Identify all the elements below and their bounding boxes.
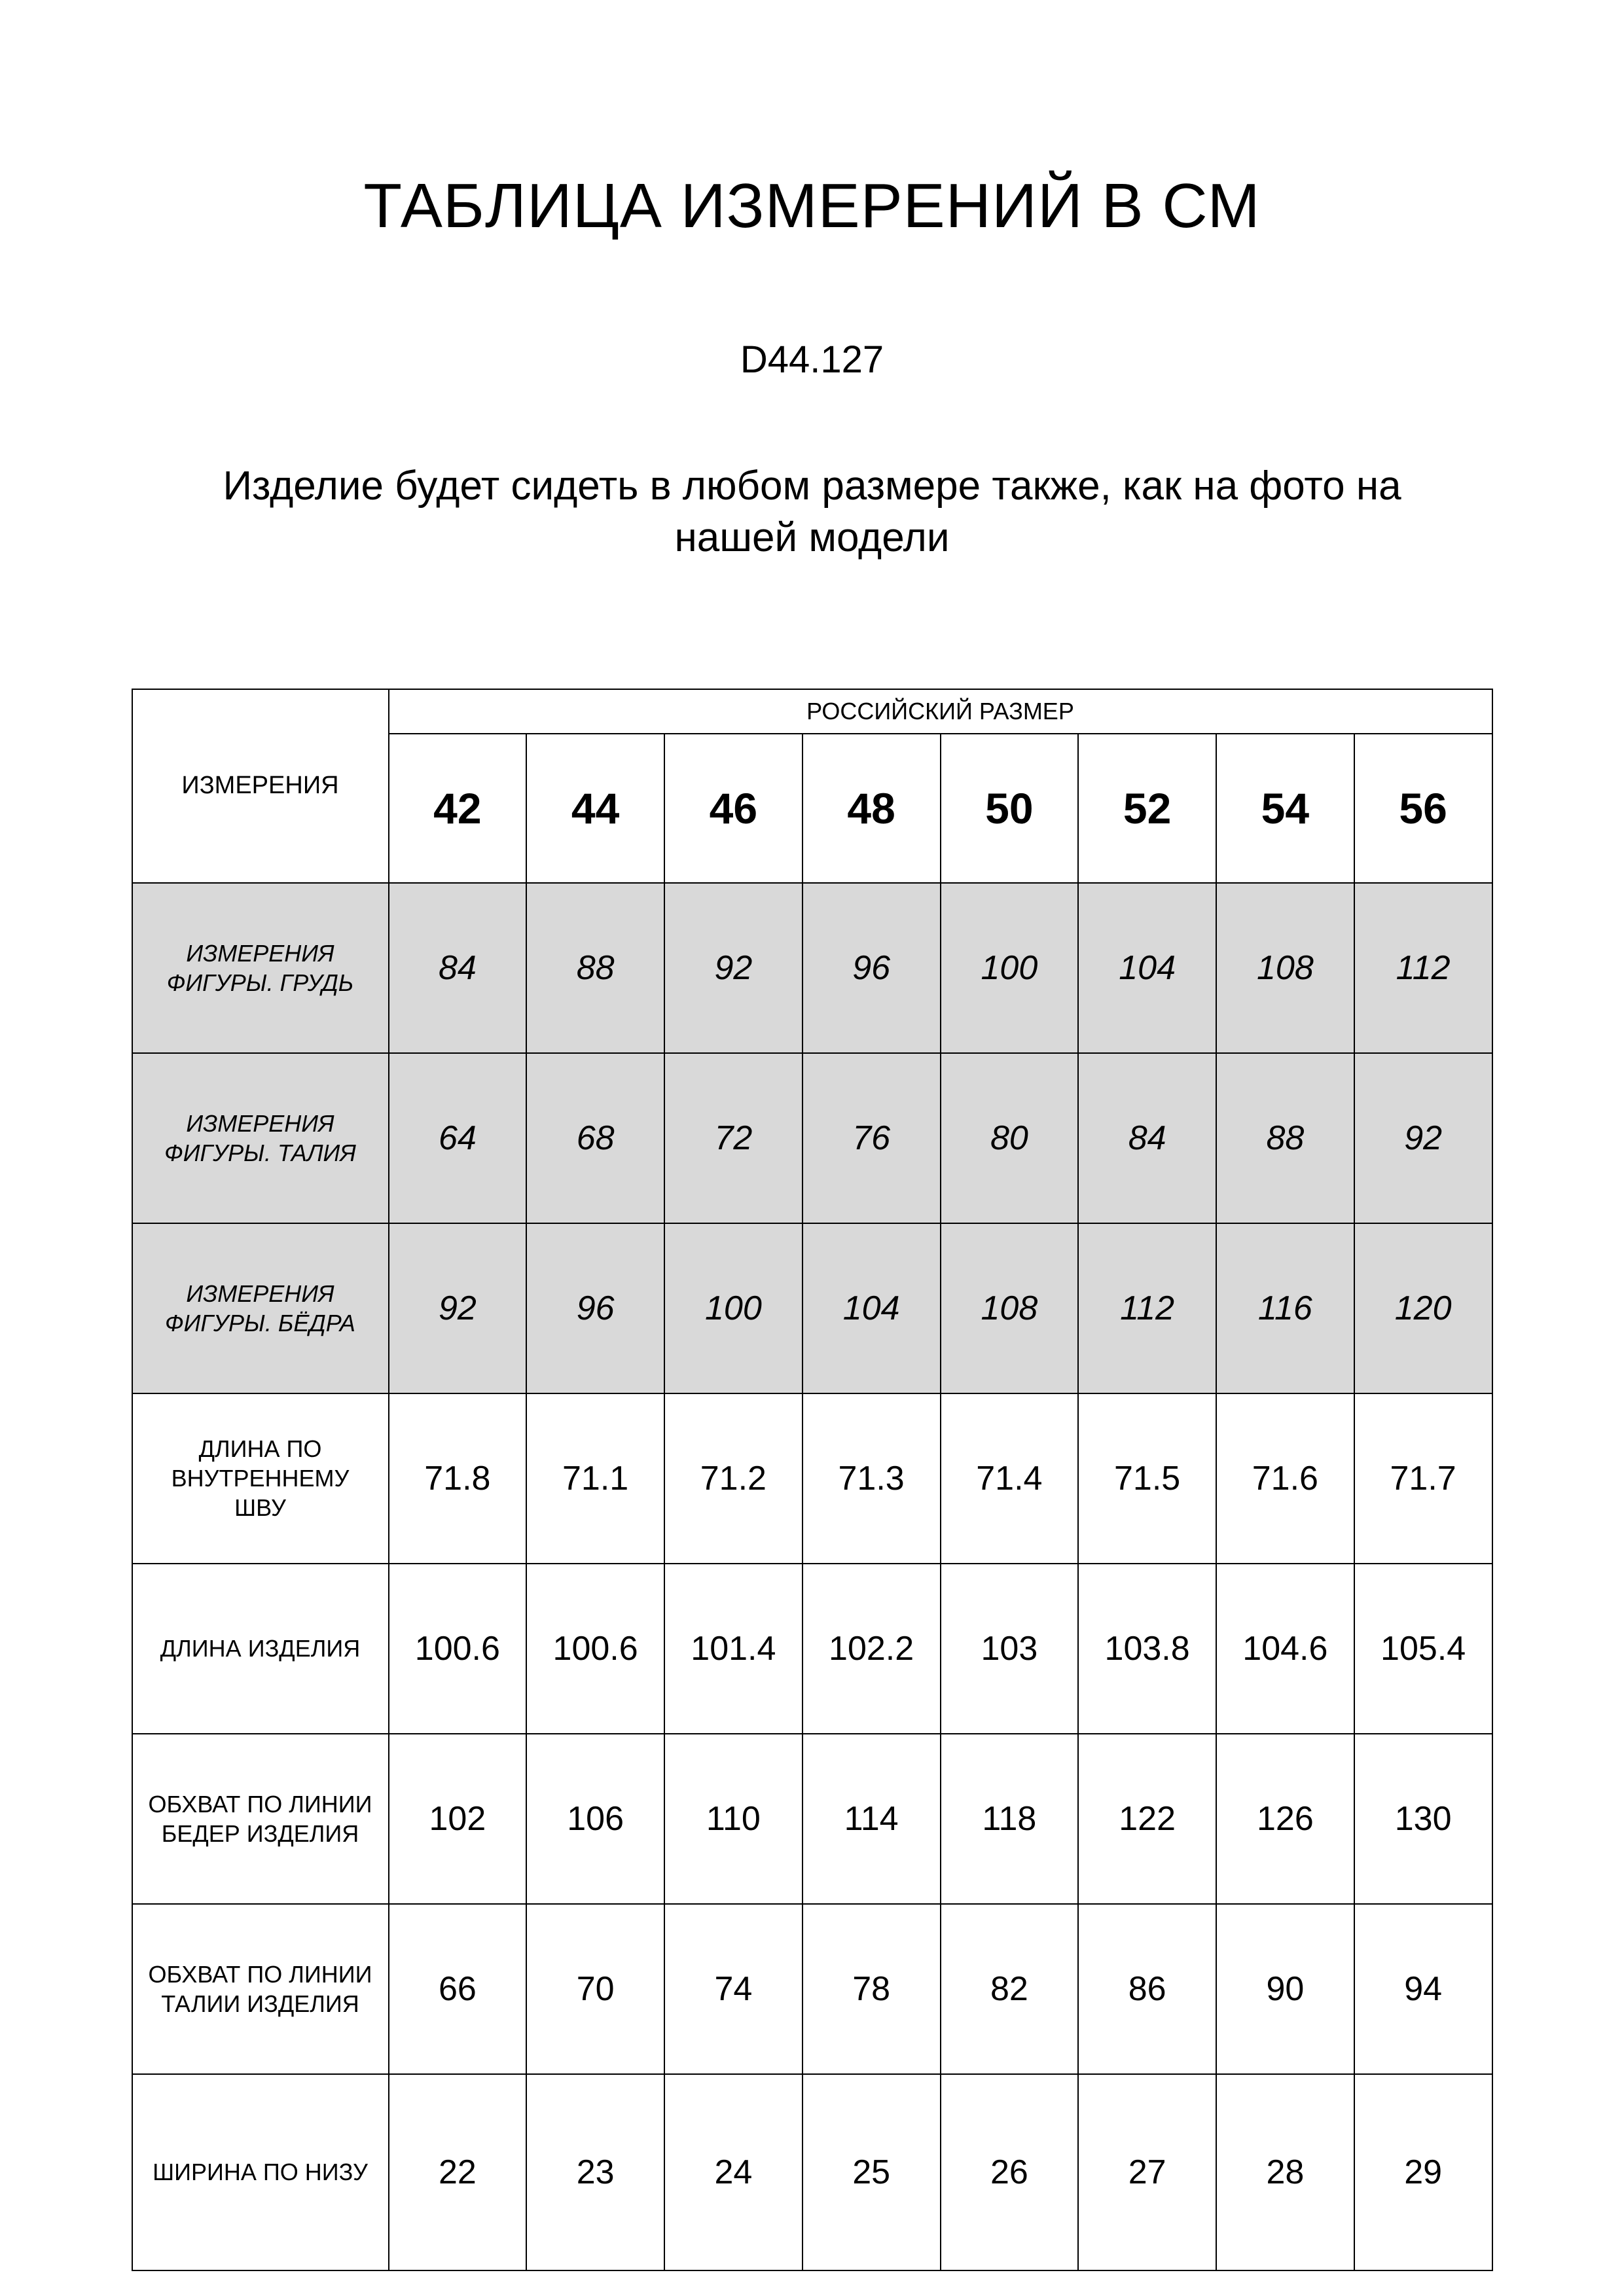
value-cell: 100 xyxy=(941,883,1079,1053)
value-cell: 116 xyxy=(1216,1223,1354,1393)
row-label: ОБХВАТ ПО ЛИНИИ БЕДЕР ИЗДЕЛИЯ xyxy=(132,1734,389,1904)
page-title: ТАБЛИЦА ИЗМЕРЕНИЙ В СМ xyxy=(363,171,1261,241)
value-cell: 29 xyxy=(1354,2074,1492,2270)
value-cell: 92 xyxy=(389,1223,527,1393)
value-cell: 96 xyxy=(803,883,941,1053)
value-cell: 27 xyxy=(1078,2074,1216,2270)
table-row xyxy=(132,883,1492,1053)
measurements-table-body xyxy=(132,883,1492,2270)
value-cell: 71.7 xyxy=(1354,1393,1492,1564)
size-column-header: 42 xyxy=(389,734,527,883)
value-cell: 71.5 xyxy=(1078,1393,1216,1564)
value-cell: 103 xyxy=(941,1564,1079,1734)
value-cell: 102.2 xyxy=(803,1564,941,1734)
row-label: ДЛИНА ПО ВНУТРЕННЕМУ ШВУ xyxy=(132,1393,389,1564)
value-cell: 72 xyxy=(664,1053,803,1223)
size-column-header: 50 xyxy=(941,734,1079,883)
size-column-header: 54 xyxy=(1216,734,1354,883)
value-cell: 126 xyxy=(1216,1734,1354,1904)
value-cell: 101.4 xyxy=(664,1564,803,1734)
table-row xyxy=(132,1393,1492,1564)
row-label: ОБХВАТ ПО ЛИНИИ ТАЛИИ ИЗДЕЛИЯ xyxy=(132,1904,389,2074)
row-label: ИЗМЕРЕНИЯ ФИГУРЫ. БЁДРА xyxy=(132,1223,389,1393)
value-cell: 26 xyxy=(941,2074,1079,2270)
row-label: ИЗМЕРЕНИЯ ФИГУРЫ. ГРУДЬ xyxy=(132,883,389,1053)
russian-size-header: РОССИЙСКИЙ РАЗМЕР xyxy=(389,689,1492,734)
product-code: D44.127 xyxy=(740,338,884,381)
value-cell: 71.3 xyxy=(803,1393,941,1564)
row-label: ДЛИНА ИЗДЕЛИЯ xyxy=(132,1564,389,1734)
value-cell: 74 xyxy=(664,1904,803,2074)
value-cell: 112 xyxy=(1354,883,1492,1053)
value-cell: 114 xyxy=(803,1734,941,1904)
table-row xyxy=(132,1734,1492,1904)
value-cell: 82 xyxy=(941,1904,1079,2074)
value-cell: 25 xyxy=(803,2074,941,2270)
fit-note: Изделие будет сидеть в любом размере также, как на фото на нашей модели xyxy=(223,463,1401,561)
size-column-header: 46 xyxy=(664,734,803,883)
value-cell: 118 xyxy=(941,1734,1079,1904)
value-cell: 130 xyxy=(1354,1734,1492,1904)
group-header-row xyxy=(132,689,1492,734)
value-cell: 64 xyxy=(389,1053,527,1223)
measurements-label-cell: ИЗМЕРЕНИЯ xyxy=(132,689,389,883)
value-cell: 22 xyxy=(389,2074,527,2270)
value-cell: 78 xyxy=(803,1904,941,2074)
value-cell: 90 xyxy=(1216,1904,1354,2074)
value-cell: 70 xyxy=(526,1904,664,2074)
size-column-header: 44 xyxy=(526,734,664,883)
table-row xyxy=(132,2074,1492,2270)
value-cell: 108 xyxy=(941,1223,1079,1393)
value-cell: 106 xyxy=(526,1734,664,1904)
value-cell: 66 xyxy=(389,1904,527,2074)
value-cell: 71.1 xyxy=(526,1393,664,1564)
value-cell: 80 xyxy=(941,1053,1079,1223)
table-row xyxy=(132,1053,1492,1223)
value-cell: 100 xyxy=(664,1223,803,1393)
value-cell: 28 xyxy=(1216,2074,1354,2270)
value-cell: 110 xyxy=(664,1734,803,1904)
value-cell: 71.2 xyxy=(664,1393,803,1564)
value-cell: 104 xyxy=(1078,883,1216,1053)
value-cell: 71.4 xyxy=(941,1393,1079,1564)
value-cell: 92 xyxy=(664,883,803,1053)
table-row xyxy=(132,1564,1492,1734)
value-cell: 104 xyxy=(803,1223,941,1393)
value-cell: 86 xyxy=(1078,1904,1216,2074)
value-cell: 24 xyxy=(664,2074,803,2270)
value-cell: 92 xyxy=(1354,1053,1492,1223)
size-column-header: 56 xyxy=(1354,734,1492,883)
value-cell: 94 xyxy=(1354,1904,1492,2074)
value-cell: 108 xyxy=(1216,883,1354,1053)
value-cell: 23 xyxy=(526,2074,664,2270)
value-cell: 100.6 xyxy=(526,1564,664,1734)
value-cell: 84 xyxy=(1078,1053,1216,1223)
value-cell: 102 xyxy=(389,1734,527,1904)
row-label: ШИРИНА ПО НИЗУ xyxy=(132,2074,389,2270)
size-column-header: 52 xyxy=(1078,734,1216,883)
value-cell: 105.4 xyxy=(1354,1564,1492,1734)
value-cell: 71.8 xyxy=(389,1393,527,1564)
value-cell: 71.6 xyxy=(1216,1393,1354,1564)
value-cell: 88 xyxy=(526,883,664,1053)
table-row xyxy=(132,1223,1492,1393)
value-cell: 68 xyxy=(526,1053,664,1223)
value-cell: 100.6 xyxy=(389,1564,527,1734)
value-cell: 88 xyxy=(1216,1053,1354,1223)
value-cell: 122 xyxy=(1078,1734,1216,1904)
value-cell: 76 xyxy=(803,1053,941,1223)
value-cell: 120 xyxy=(1354,1223,1492,1393)
size-column-header: 48 xyxy=(803,734,941,883)
table-row xyxy=(132,1904,1492,2074)
value-cell: 104.6 xyxy=(1216,1564,1354,1734)
row-label: ИЗМЕРЕНИЯ ФИГУРЫ. ТАЛИЯ xyxy=(132,1053,389,1223)
value-cell: 84 xyxy=(389,883,527,1053)
value-cell: 96 xyxy=(526,1223,664,1393)
value-cell: 112 xyxy=(1078,1223,1216,1393)
value-cell: 103.8 xyxy=(1078,1564,1216,1734)
measurements-table xyxy=(132,689,1493,2271)
